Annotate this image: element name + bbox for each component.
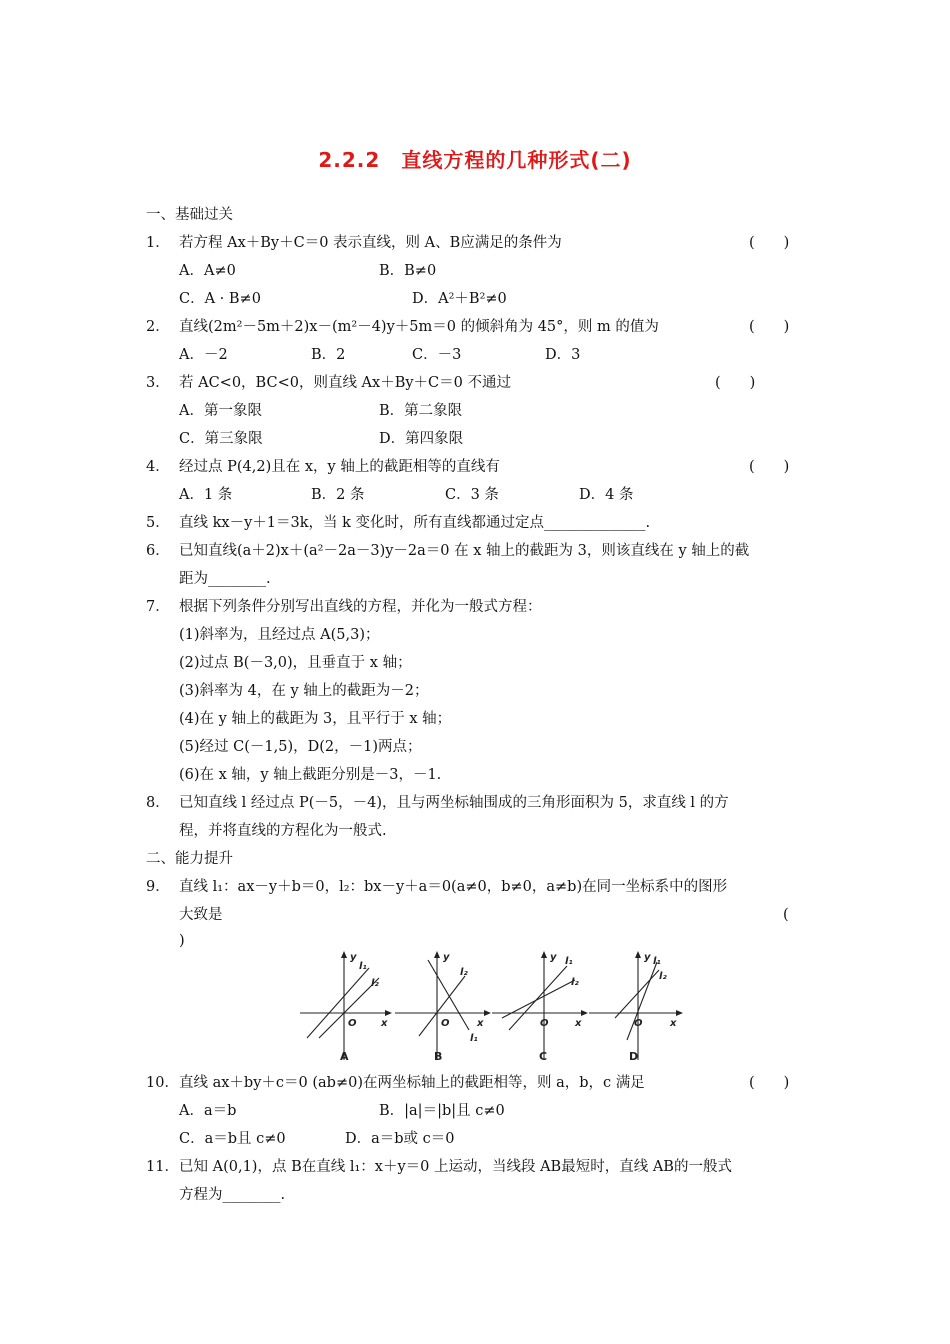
- line-l2-label: l₂: [371, 978, 379, 989]
- section-heading-basic: 一、基础过关: [146, 207, 233, 223]
- line-graphs-figure: [297, 948, 687, 1066]
- option-a: A．－2: [179, 347, 228, 363]
- answer-bracket: ( ): [715, 375, 756, 391]
- option-b: B．B≠0: [379, 263, 437, 279]
- y-axis-label: y: [350, 952, 357, 963]
- graph-a-label: A: [340, 1050, 349, 1063]
- question-number: 8．: [146, 795, 170, 811]
- sub-item: (2)过点 B(－3,0)，且垂直于 x 轴；: [179, 655, 412, 671]
- option-c: C．－3: [412, 347, 462, 363]
- sub-item: (5)经过 C(－1,5)，D(2，－1)两点；: [179, 739, 422, 755]
- question-2-text: 直线(2m²－5m＋2)x－(m²－4)y＋5m＝0 的倾斜角为 45°，则 m 的值为: [179, 319, 659, 335]
- sub-item: (1)斜率为，且经过点 A(5,3)；: [179, 627, 380, 643]
- question-number: 1．: [146, 235, 170, 251]
- question-9-text: 直线 l₁：ax－y＋b＝0，l₂：bx－y＋a＝0(a≠0，b≠0，a≠b)在同一坐标系中的图形: [179, 879, 728, 895]
- question-number: 9．: [146, 879, 170, 895]
- question-10-text: 直线 ax＋by＋c＝0 (ab≠0)在两坐标轴上的截距相等，则 a，b，c 满足: [179, 1075, 645, 1091]
- question-9-text-cont: 大致是: [179, 907, 223, 923]
- option-b: B．|a|＝|b|且 c≠0: [379, 1103, 505, 1119]
- y-axis-label: y: [550, 952, 557, 963]
- option-d: D．4 条: [579, 487, 634, 503]
- origin-label: O: [634, 1018, 643, 1029]
- option-c: C．A · B≠0: [179, 291, 261, 307]
- sub-item: (6)在 x 轴，y 轴上截距分别是－3，－1.: [179, 767, 442, 783]
- question-number: 2．: [146, 319, 170, 335]
- graph-d-label: D: [629, 1050, 639, 1063]
- y-axis-label: y: [443, 952, 450, 963]
- option-a: A．1 条: [179, 487, 233, 503]
- sub-item: (3)斜率为 4，在 y 轴上的截距为－2；: [179, 683, 429, 699]
- question-8-text: 已知直线 l 经过点 P(－5，－4)，且与两坐标轴围成的三角形面积为 5，求直线 l 的方: [179, 795, 729, 811]
- question-6-text: 已知直线(a＋2)x＋(a²－2a－3)y－2a＝0 在 x 轴上的截距为 3，则该直线在 y 轴上的截: [179, 543, 750, 559]
- question-number: 10．: [146, 1075, 179, 1091]
- x-axis-label: x: [670, 1018, 677, 1029]
- question-number: 4．: [146, 459, 170, 475]
- answer-bracket: ( ): [749, 459, 790, 475]
- question-number: 11．: [146, 1159, 179, 1175]
- question-11-text-cont: 方程为________.: [179, 1187, 286, 1203]
- line-l1-label: l₁: [470, 1033, 478, 1044]
- line-l2-label: l₂: [571, 977, 579, 988]
- section-heading-advanced: 二、能力提升: [146, 851, 233, 867]
- question-11-text: 已知 A(0,1)，点 B在直线 l₁：x＋y＝0 上运动，当线段 AB最短时，直线 AB的一般式: [179, 1159, 732, 1175]
- question-number: 5．: [146, 515, 170, 531]
- origin-label: O: [348, 1018, 357, 1029]
- answer-bracket: ( ): [749, 1075, 790, 1091]
- line-l2-label: l₂: [460, 967, 468, 978]
- question-8-text-cont: 程，并将直线的方程化为一般式.: [179, 823, 387, 839]
- x-axis-label: x: [575, 1018, 582, 1029]
- option-b: B．2: [311, 347, 346, 363]
- option-b: B．2 条: [311, 487, 365, 503]
- option-d: D．第四象限: [379, 431, 464, 447]
- graph-b-label: B: [434, 1050, 443, 1063]
- option-d: D．A²＋B²≠0: [412, 291, 507, 307]
- question-number: 7．: [146, 599, 170, 615]
- answer-bracket-close: ): [179, 933, 185, 949]
- answer-bracket-open: (: [783, 907, 789, 923]
- question-4-text: 经过点 P(4,2)且在 x，y 轴上的截距相等的直线有: [179, 459, 500, 475]
- x-axis-label: x: [477, 1018, 484, 1029]
- answer-bracket: ( ): [749, 319, 790, 335]
- origin-label: O: [540, 1018, 549, 1029]
- option-b: B．第二象限: [379, 403, 463, 419]
- option-d: D．a＝b或 c＝0: [345, 1131, 455, 1147]
- question-number: 6．: [146, 543, 170, 559]
- option-a: A．第一象限: [179, 403, 262, 419]
- line-l1-label: l₁: [653, 956, 661, 967]
- question-1-text: 若方程 Ax＋By＋C＝0 表示直线，则 A、B应满足的条件为: [179, 235, 562, 251]
- option-c: C．3 条: [445, 487, 499, 503]
- x-axis-label: x: [381, 1018, 388, 1029]
- origin-label: O: [441, 1018, 450, 1029]
- question-7-text: 根据下列条件分别写出直线的方程，并化为一般式方程：: [179, 599, 542, 615]
- option-d: D．3: [545, 347, 581, 363]
- line-l1-label: l₁: [359, 961, 367, 972]
- line-l2-label: l₂: [659, 971, 667, 982]
- option-c: C．第三象限: [179, 431, 263, 447]
- answer-bracket: ( ): [749, 235, 790, 251]
- option-c: C．a＝b且 c≠0: [179, 1131, 286, 1147]
- option-a: A．a＝b: [179, 1103, 237, 1119]
- y-axis-label: y: [644, 952, 651, 963]
- question-6-text-cont: 距为________.: [179, 571, 271, 587]
- graph-c-label: C: [539, 1050, 548, 1063]
- question-5-text: 直线 kx－y＋1＝3k，当 k 变化时，所有直线都通过定点______________.: [179, 515, 651, 531]
- question-number: 3．: [146, 375, 170, 391]
- page-title: 2.2.2 直线方程的几种形式(二): [318, 148, 632, 172]
- sub-item: (4)在 y 轴上的截距为 3，且平行于 x 轴；: [179, 711, 452, 727]
- question-3-text: 若 AC<0，BC<0，则直线 Ax＋By＋C＝0 不通过: [179, 375, 511, 391]
- option-a: A．A≠0: [179, 263, 236, 279]
- line-l1-label: l₁: [565, 956, 573, 967]
